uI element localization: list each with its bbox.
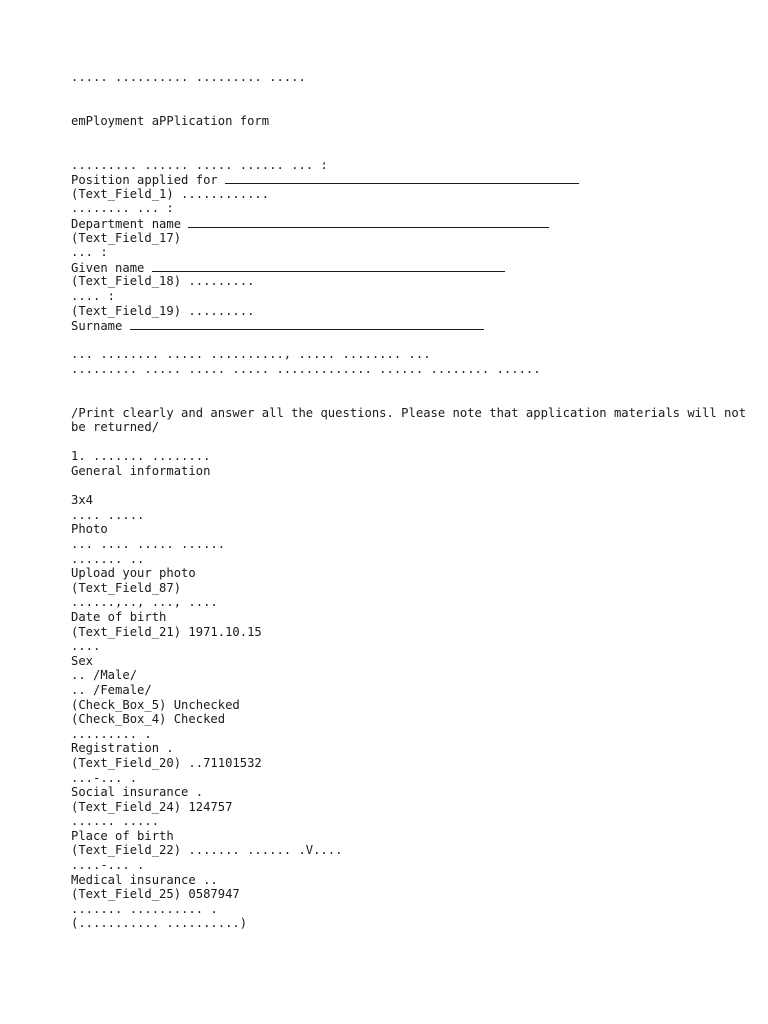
department-row xyxy=(71,216,751,231)
medical-insurance-label: Medical insurance .. xyxy=(71,872,218,887)
section-number: 1. ....... ........ xyxy=(71,449,211,464)
position-row xyxy=(71,172,751,187)
registration-label: Registration . xyxy=(71,741,174,756)
given-name-dots: ... : xyxy=(71,245,108,260)
surname-field[interactable]: (Text_Field_19) ......... xyxy=(71,303,255,318)
dots-line-b: ......... ..... ..... ..... ............. ...... ........ ...... xyxy=(71,361,541,376)
upload-label: Upload your photo xyxy=(71,566,196,581)
upload-dots-2: ....... .. xyxy=(71,551,145,566)
position-field[interactable]: (Text_Field_1) ............ xyxy=(71,186,270,201)
place-of-birth-field[interactable]: (Text_Field_22) ....... ...... .V.... xyxy=(71,843,343,858)
given-name-label: Given name xyxy=(71,260,145,275)
department-dots: ........ ... : xyxy=(71,201,174,216)
medical-insurance-dots: ....-... . xyxy=(71,858,145,873)
position-dots: ......... ...... ..... ...... ... : xyxy=(71,157,328,172)
section-heading: General information xyxy=(71,464,211,479)
photo-dots: .... ..... xyxy=(71,507,145,522)
medical-insurance-field[interactable]: (Text_Field_25) 0587947 xyxy=(71,887,240,902)
female-checkbox[interactable]: (Check_Box_4) Checked xyxy=(71,712,226,727)
place-of-birth-dots: ...... ..... xyxy=(71,814,160,829)
upload-dots-1: ... .... ..... ...... xyxy=(71,537,226,551)
social-insurance-dots: ...-... . xyxy=(71,770,138,785)
dob-field[interactable]: (Text_Field_21) 1971.10.15 xyxy=(71,624,262,639)
position-underline[interactable] xyxy=(225,172,579,184)
surname-dots: .... : xyxy=(71,288,116,303)
instructions: /Print clearly and answer all the questions. Please note that application materials will not be returned/ xyxy=(71,405,747,435)
given-name-field[interactable]: (Text_Field_18) ......... xyxy=(71,274,255,289)
end-parenthetical: (........... ..........) xyxy=(71,916,248,931)
male-checkbox[interactable]: (Check_Box_5) Unchecked xyxy=(71,697,240,712)
photo-size: 3x4 xyxy=(71,493,94,508)
end-dots: ....... .......... . xyxy=(71,901,218,916)
upload-photo-field[interactable]: (Text_Field_87) xyxy=(71,580,182,595)
form-page xyxy=(71,70,751,931)
surname-row xyxy=(71,318,751,333)
photo-label: Photo xyxy=(71,522,108,537)
position-label: Position applied for xyxy=(71,173,218,188)
social-insurance-field[interactable]: (Text_Field_24) 124757 xyxy=(71,799,233,814)
registration-field[interactable]: (Text_Field_20) ..71101532 xyxy=(71,755,262,770)
header-dots: ..... .......... ......... ..... xyxy=(71,70,306,84)
form-title: emPloyment aPPlication form xyxy=(71,113,270,128)
surname-label: Surname xyxy=(71,319,123,334)
department-label: Department name xyxy=(71,216,182,231)
social-insurance-label: Social insurance . xyxy=(71,785,204,800)
dob-label: Date of birth xyxy=(71,609,167,624)
given-name-underline[interactable] xyxy=(152,260,505,272)
sex-label: Sex xyxy=(71,653,94,668)
sex-dots: .... xyxy=(71,639,101,654)
surname-underline[interactable] xyxy=(130,318,484,330)
place-of-birth-label: Place of birth xyxy=(71,828,174,843)
male-option: .. /Male/ xyxy=(71,668,138,683)
female-option: .. /Female/ xyxy=(71,682,152,697)
dots-line-a: ... ........ ..... .........., ..... ........ ... xyxy=(71,347,431,362)
department-underline[interactable] xyxy=(188,216,549,228)
dob-dots: ......,.., ..., .... xyxy=(71,595,218,610)
department-field[interactable]: (Text_Field_17) xyxy=(71,230,182,245)
registration-dots: ......... . xyxy=(71,726,152,741)
given-name-row xyxy=(71,260,751,275)
